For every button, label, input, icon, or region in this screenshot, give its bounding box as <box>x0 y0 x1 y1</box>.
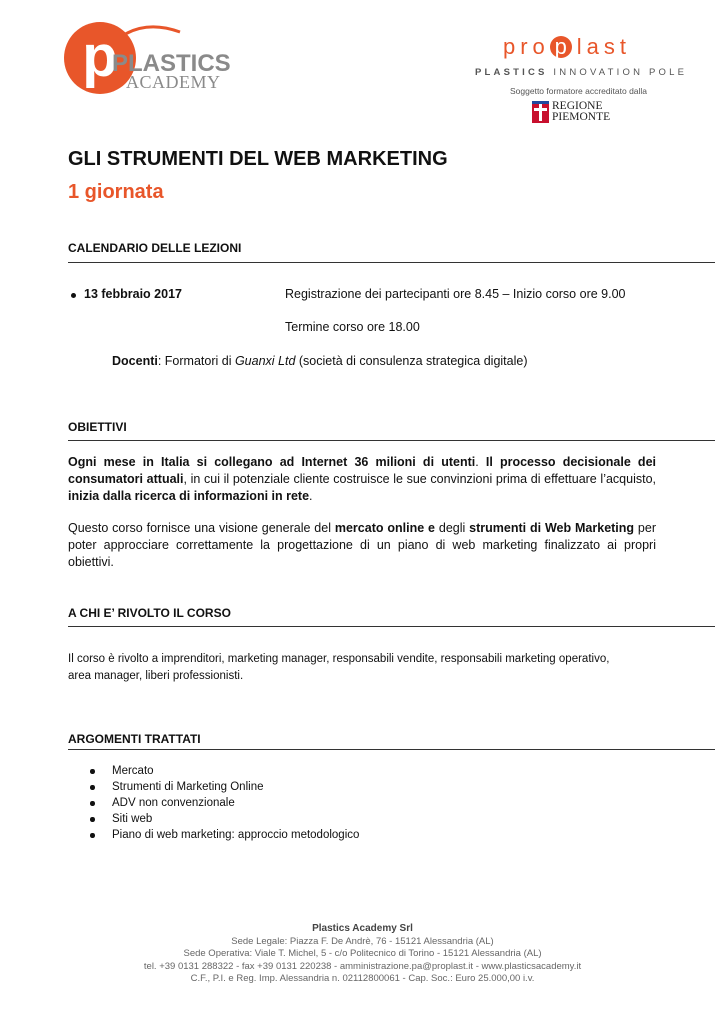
page-title: GLI STRUMENTI DEL WEB MARKETING <box>68 148 448 170</box>
list-item: Mercato <box>90 763 359 779</box>
regione-piemonte: REGIONE PIEMONTE <box>552 100 611 123</box>
regione-flag-icon <box>532 101 549 123</box>
logo-academy-word: ACADEMY <box>126 72 221 92</box>
obiettivi-paragraph-1: Ogni mese in Italia si collegano ad Internet 36 milioni di utenti. Il processo decisionale dei consumatori attuali, in cui il potenziale cliente costruisce le sue convinzioni prima di effettuare l’acquisto, inizia dalla ricerca di informazioni in rete. <box>68 455 657 503</box>
section-heading-obiettivi: OBIETTIVI <box>68 420 127 434</box>
schedule-line-1: Registrazione dei partecipanti ore 8.45 – Inizio corso ore 9.00 <box>285 287 626 301</box>
accreditation-text: Soggetto formatore accreditato dalla <box>510 86 648 96</box>
obiettivi-paragraph-2: Questo corso fornisce una visione generale del mercato online e degli strumenti di Web Marketing per poter approcciare correttamente la progettazione di un piano di web marketing finalizzato ai propri obiettivi. <box>68 521 657 569</box>
section-divider <box>68 262 715 263</box>
list-item: Strumenti di Marketing Online <box>90 779 359 795</box>
section-divider <box>68 626 715 627</box>
list-item: ADV non convenzionale <box>90 795 359 811</box>
page-subtitle: 1 giornata <box>68 181 164 203</box>
proplast-tagline: PLASTICS INNOVATION POLE <box>475 67 688 78</box>
logo-plastics-word: PLASTICS <box>112 50 231 77</box>
footer-line: tel. +39 0131 288322 - fax +39 0131 220238 - amministrazione.pa@proplast.it - www.plasticsacademy.it <box>143 960 582 972</box>
logo-letter: p <box>82 24 118 89</box>
course-date: 13 febbraio 2017 <box>84 287 182 301</box>
section-heading-rivolto: A CHI E’ RIVOLTO IL CORSO <box>68 606 231 620</box>
footer-line: Sede Operativa: Viale T. Michel, 5 - c/o Politecnico di Torino - 15121 Alessandria (AL) <box>183 948 542 959</box>
topics-list <box>90 763 359 843</box>
footer-company: Plastics Academy Srl <box>312 923 413 934</box>
section-heading-argomenti: ARGOMENTI TRATTATI <box>68 732 201 746</box>
bullet-icon <box>71 293 76 298</box>
footer-line: Sede Legale: Piazza F. De Andrè, 76 - 15121 Alessandria (AL) <box>231 935 494 947</box>
proplast-logo: pro p last <box>503 34 632 59</box>
footer-line: C.F., P.I. e Reg. Imp. Alessandria n. 02112800061 - Cap. Soc.: Euro 25.000,00 i.v. <box>190 973 535 984</box>
section-divider <box>68 440 715 441</box>
rivolto-text: Il corso è rivolto a imprenditori, marketing manager, responsabili vendite, responsabili marketing operativo, area manager, liberi professionisti. <box>68 653 610 682</box>
section-heading-calendario: CALENDARIO DELLE LEZIONI <box>68 241 242 255</box>
list-item: Piano di web marketing: approccio metodologico <box>90 827 359 843</box>
schedule-line-2: Termine corso ore 18.00 <box>285 320 420 334</box>
list-item: Siti web <box>90 811 359 827</box>
docenti-line: Docenti: Formatori di Guanxi Ltd (società di consulenza strategica digitale) <box>112 354 528 368</box>
page-footer <box>0 923 725 986</box>
section-divider <box>68 749 715 750</box>
